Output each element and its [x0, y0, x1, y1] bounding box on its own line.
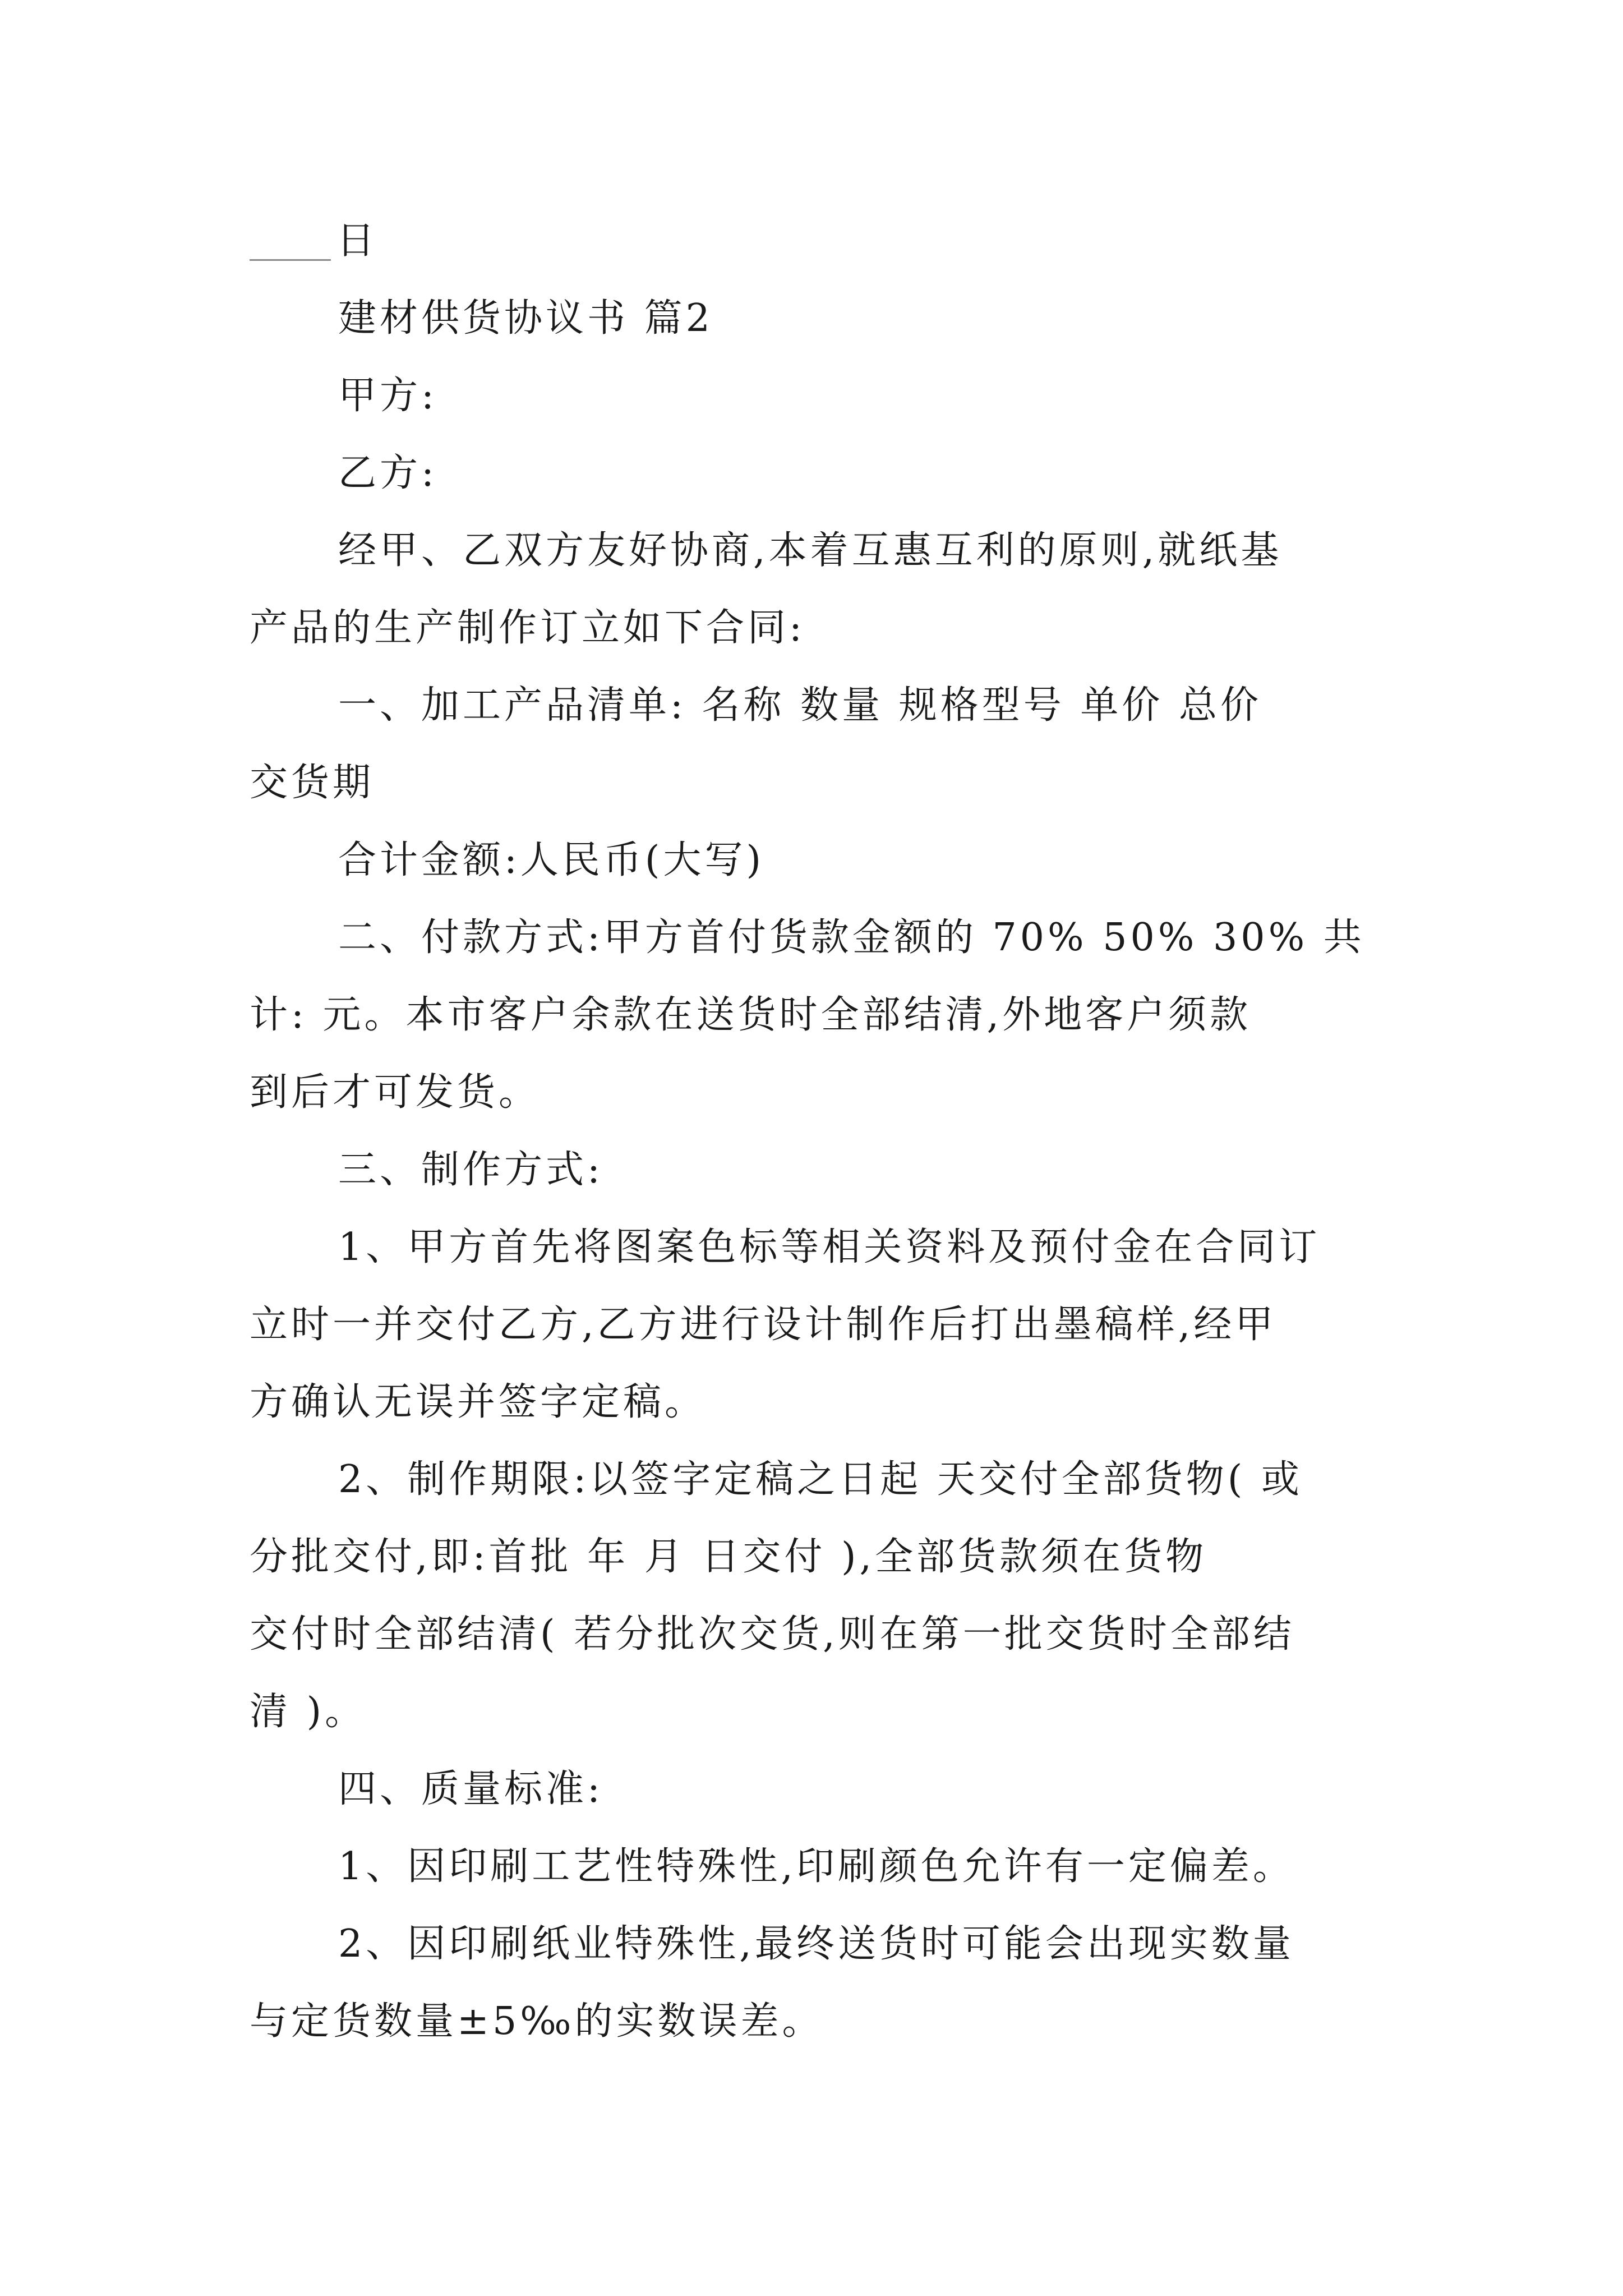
- date-day-label: 日: [336, 219, 379, 263]
- clause-4-item-1: 1、因印刷工艺性特殊性,印刷颜色允许有一定偏差。: [338, 1844, 1294, 1889]
- paragraph-preamble-line-2: 产品的生产制作订立如下合同:: [250, 606, 805, 650]
- clause-1-product-list-line-1: 一、加工产品清单: 名称 数量 规格型号 单价 总价: [338, 683, 1262, 728]
- clause-3-item-2-line-2: 分批交付,即:首批 年 月 日交付 ),全部货款须在货物: [250, 1535, 1207, 1579]
- paragraph-preamble-line-1: 经甲、乙双方友好协商,本着互惠互利的原则,就纸基: [338, 528, 1283, 573]
- clause-3-heading: 三、制作方式:: [338, 1148, 603, 1192]
- heading-contract-title: 建材供货协议书 篇2: [338, 296, 713, 341]
- clause-3-item-2-line-3: 交付时全部结清( 若分批次交货,则在第一批交货时全部结: [250, 1612, 1295, 1657]
- clause-4-heading: 四、质量标准:: [338, 1767, 603, 1811]
- clause-1-product-list-line-2: 交货期: [250, 761, 375, 805]
- clause-3-item-2-line-1: 2、制作期限:以签字定稿之日起 天交付全部货物( 或: [338, 1457, 1303, 1502]
- party-a-label: 甲方:: [338, 374, 437, 418]
- clause-2-payment-line-1: 二、付款方式:甲方首付货款金额的 70% 50% 30% 共: [338, 915, 1365, 960]
- clause-4-item-2-line-2: 与定货数量±5‰的实数误差。: [250, 1999, 824, 2044]
- fill-in-blank: [250, 259, 331, 261]
- total-amount-line: 合计金额:人民币(大写): [338, 838, 764, 882]
- clause-2-payment-line-3: 到后才可发货。: [250, 1070, 541, 1115]
- clause-2-payment-line-2: 计: 元。本市客户余款在送货时全部结清,外地客户须款: [250, 993, 1252, 1037]
- clause-3-item-1-line-3: 方确认无误并签字定稿。: [250, 1380, 707, 1424]
- clause-3-item-2-line-4: 清 )。: [250, 1690, 367, 1734]
- clause-3-item-1-line-1: 1、甲方首先将图案色标等相关资料及预付金在合同订: [338, 1225, 1321, 1269]
- party-b-label: 乙方:: [338, 451, 437, 495]
- clause-3-item-1-line-2: 立时一并交付乙方,乙方进行设计制作后打出墨稿样,经甲: [250, 1303, 1277, 1347]
- clause-4-item-2-line-1: 2、因印刷纸业特殊性,最终送货时可能会出现实数量: [338, 1922, 1294, 1966]
